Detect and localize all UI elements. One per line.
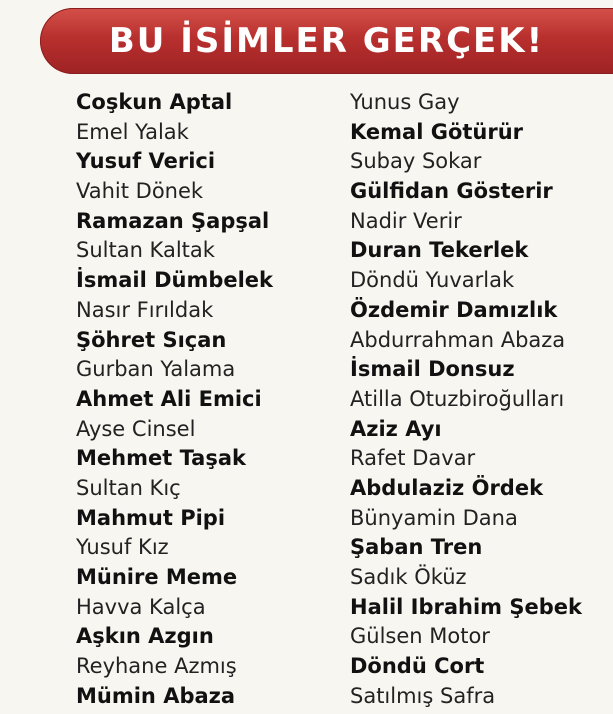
name-list-item: Mehmet Taşak	[76, 446, 246, 471]
name-list-item: Şöhret Sıçan	[76, 327, 227, 352]
name-list-item: Satılmış Safra	[350, 683, 496, 708]
name-list-item: Döndü Yuvarlak	[350, 268, 515, 293]
name-list-item: Ahmet Ali Emici	[76, 386, 262, 411]
name-list-item: Özdemir Damızlık	[350, 297, 558, 322]
name-list-item: Döndü Cort	[350, 654, 485, 679]
name-list-item: Vahit Dönek	[76, 179, 204, 204]
name-list-item: Yusuf Kız	[76, 535, 169, 560]
name-list-item: Kemal Götürür	[350, 119, 524, 144]
name-list-item: Duran Tekerlek	[350, 238, 529, 263]
name-list-item: Havva Kalça	[76, 594, 206, 619]
page-title: BU İSİMLER GERÇEK!	[108, 21, 545, 61]
name-list-item: Abdurrahman Abaza	[350, 327, 566, 352]
name-list-item: Yusuf Verici	[76, 149, 216, 174]
name-list-item: Subay Sokar	[350, 149, 482, 174]
name-list-item: Mahmut Pipi	[76, 505, 226, 530]
name-list-item: Gülfidan Gösterir	[350, 179, 553, 204]
name-list-item: Reyhane Azmış	[76, 654, 237, 679]
name-list-item: Abdulaziz Ördek	[350, 475, 544, 500]
name-list-item: Mümin Abaza	[76, 683, 236, 708]
name-list-item: İsmail Dümbelek	[76, 268, 274, 293]
right-name-column	[350, 88, 582, 711]
title-banner	[40, 8, 613, 74]
left-name-column	[76, 88, 273, 711]
name-list-item: Aşkın Azgın	[76, 624, 214, 649]
name-list-item: Atilla Otuzbiroğulları	[350, 386, 565, 411]
name-list-item: Bünyamin Dana	[350, 505, 518, 530]
name-list-item: Gurban Yalama	[76, 357, 236, 382]
name-list-item: Coşkun Aptal	[76, 90, 233, 114]
name-list-item: Nadir Verir	[350, 208, 462, 233]
name-list-item: Halil Ibrahim Şebek	[350, 594, 582, 619]
name-list-item: Yunus Gay	[350, 90, 460, 114]
name-list-item: Nasır Fırıldak	[76, 297, 214, 322]
name-list-item: Ayse Cinsel	[76, 416, 196, 441]
name-list-item: Rafet Davar	[350, 446, 476, 471]
name-list-item: Sultan Kıç	[76, 475, 181, 500]
name-list-item: Emel Yalak	[76, 119, 189, 144]
name-list-item: Sultan Kaltak	[76, 238, 215, 263]
name-list-item: Gülsen Motor	[350, 624, 490, 649]
name-list-item: Sadık Öküz	[350, 565, 467, 589]
name-list-item: Ramazan Şapşal	[76, 208, 270, 233]
name-list-item: Münire Meme	[76, 565, 238, 589]
name-list-item: İsmail Donsuz	[350, 357, 515, 382]
name-list-item: Aziz Ayı	[350, 416, 442, 441]
name-list-item: Şaban Tren	[350, 535, 483, 560]
